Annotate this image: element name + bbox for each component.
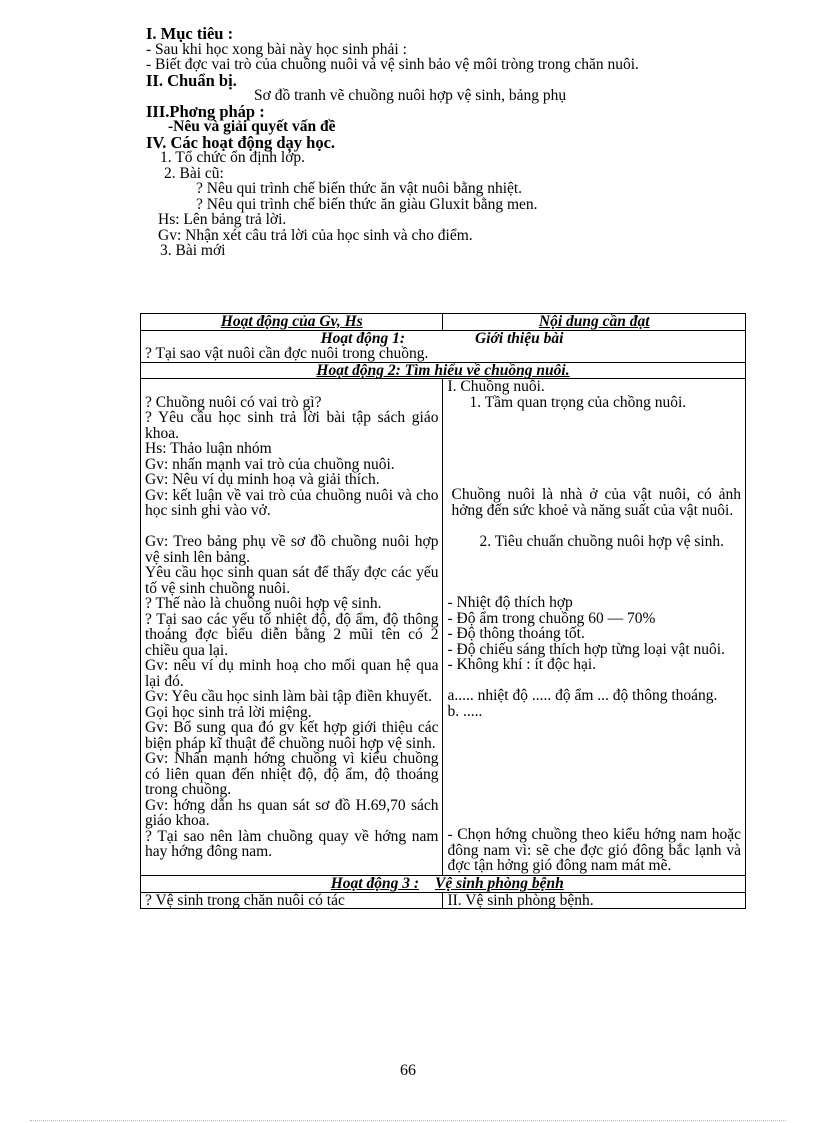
activity-line: 3. Bài mới	[160, 242, 226, 259]
page-number: 66	[400, 1062, 416, 1079]
section-preparation-heading: II. Chuẩn bị.	[146, 70, 237, 90]
list-item: Gv: hớng dẫn hs quan sát sơ đồ H.69,70 sách giáo khoa.	[145, 796, 439, 829]
list-item: ? Thế nào là chuồng nuôi hợp vệ sinh.	[145, 595, 382, 612]
list-item: I. Chuồng nuôi.	[447, 378, 545, 395]
list-item: Gv: Nhấn mạnh hớng chuồng vì kiểu chuồng có liên quan đến nhiệt độ, độ ẩm, độ thoáng trong chuồng.	[145, 750, 439, 798]
activity-2-heading-row	[141, 362, 746, 379]
list-item: - Chọn hớng chuồng theo kiểu hớng nam hoặc đông nam vì: sẽ che đợc gió đông bắc lạnh và đợc tận hởng gió đông nam mát mẽ.	[447, 826, 741, 874]
lesson-header	[146, 26, 746, 259]
list-item: Yêu cầu học sinh quan sát để thấy đợc các yếu tố vệ sinh chuồng nuôi.	[145, 564, 439, 597]
list-item: b. .....	[447, 702, 483, 720]
activity-line: ? Nêu qui trình chế biến thức ăn giàu Gluxit bằng men.	[196, 195, 538, 213]
activity-3-label: Hoạt động 3 :	[330, 875, 419, 892]
objective-line: - Sau khi học xong bài này học sinh phải :	[146, 40, 407, 58]
method-line: -Nêu và giải quyết vấn đề	[168, 118, 336, 135]
activity-1-row	[141, 330, 746, 362]
list-item: - Độ thông thoáng tốt.	[447, 625, 585, 642]
section-objectives-heading: I. Mục tiêu :	[146, 24, 234, 43]
activity-line: Gv: Nhận xét câu trả lời của học sinh và cho điểm.	[158, 226, 473, 244]
activity-3-heading-row	[141, 876, 746, 893]
table-header-row	[141, 314, 746, 331]
list-item: ? Yêu cầu học sinh trả lời bài tập sách giáo khoa.	[145, 409, 439, 442]
section-method-heading: III.Phơng pháp :	[146, 101, 265, 121]
list-item: 1. Tầm quan trọng của chồng nuôi.	[469, 393, 687, 411]
activity-line: 2. Bài cũ:	[164, 164, 224, 182]
lesson-table	[140, 313, 746, 909]
list-item: - Không khí : ít độc hại.	[447, 656, 597, 673]
activity-1-title: Giới thiệu bài	[475, 329, 564, 347]
objective-line: - Biết đợc vai trò của chuồng nuôi và vệ sinh bảo vệ môi tròng trong chăn nuôi.	[146, 56, 639, 73]
list-item: Gv: nêu ví dụ minh hoạ cho mối quan hệ qua lại đó.	[145, 657, 439, 690]
list-item: a..... nhiệt độ ..... độ ẩm ... độ thông thoáng.	[447, 687, 718, 704]
activity-1-question: ? Tại sao vật nuôi cần đợc nuôi trong chuồng.	[145, 345, 429, 362]
activity-3-title: Vệ sinh phòng bệnh	[435, 875, 564, 892]
col-header-content: Nội dung cần đạt	[443, 314, 746, 331]
list-item: - Độ ẩm trong chuồng 60 — 70%	[447, 609, 656, 627]
list-item: Gọi học sinh trả lời miệng.	[145, 703, 312, 721]
activity-line: 1. Tổ chức ổn định lớp.	[160, 149, 306, 166]
list-item: ? Tại sao nên làm chuồng quay về hớng nam hay hớng đông nam.	[145, 827, 439, 860]
list-item: Chuồng nuôi là nhà ở của vật nuôi, có ảnh hởng đến sức khoẻ và năng suất của vật nuôi.	[451, 486, 741, 519]
list-item: Gv: Nêu ví dụ minh hoạ và giải thích.	[145, 471, 380, 488]
preparation-line: Sơ đồ tranh vẽ chuồng nuôi hợp vệ sinh, bảng phụ	[254, 87, 567, 104]
list-item: - Nhiệt độ thích hợp	[447, 594, 573, 611]
list-item: Gv: Treo bảng phụ về sơ đồ chuồng nuôi hợp vệ sinh lên bảng.	[145, 533, 439, 566]
list-item: Gv: Bổ sung qua đó gv kết hợp giới thiệu các biện pháp kĩ thuật để chuồng nuôi hợp vệ sinh.	[145, 719, 439, 752]
list-item: 2. Tiêu chuẩn chuồng nuôi hợp vệ sinh.	[479, 532, 725, 550]
list-item: ? Tại sao các yếu tố nhiệt độ, độ ẩm, độ thông thoáng đợc biểu diễn bằng 2 mũi tên có 2 chiều qua lại.	[145, 610, 439, 659]
activity-1-label: Hoạt động 1:	[320, 329, 405, 347]
page-bottom-divider	[30, 1120, 786, 1121]
list-item: ? Chuồng nuôi có vai trò gì?	[145, 393, 322, 411]
activity-3-body-row	[141, 892, 746, 909]
list-item: Gv: nhấn mạnh vai trò của chuồng nuôi.	[145, 455, 395, 473]
activity-2-body-row	[141, 379, 746, 876]
teacher-student-column: ? Vệ sinh trong chăn nuôi có tác	[141, 892, 443, 909]
list-item: Gv: Yêu cầu học sinh làm bài tập điền khuyết.	[145, 688, 432, 705]
list-item: Gv: kết luận về vai trò của chuồng nuôi và cho học sinh ghi vào vở.	[145, 486, 439, 519]
activity-line: Hs: Lên bảng trả lời.	[158, 211, 287, 228]
activity-line: ? Nêu qui trình chế biến thức ăn vật nuôi bằng nhiệt.	[196, 180, 523, 197]
teacher-student-column	[141, 379, 443, 876]
activity-3-heading	[141, 876, 745, 892]
col-header-teacher-student: Hoạt động của Gv, Hs	[141, 314, 443, 331]
content-column	[443, 379, 746, 876]
list-item: - Độ chiếu sáng thích hợp từng loại vật nuôi.	[447, 640, 725, 658]
list-item: Hs: Thảo luận nhóm	[145, 440, 272, 457]
activity-2-heading: Hoạt động 2: Tìm hiểu về chuồng nuôi.	[141, 362, 746, 379]
content-column: II. Vệ sinh phòng bệnh.	[443, 892, 746, 909]
section-activities-heading: IV. Các hoạt động dạy học.	[146, 132, 336, 152]
activity-1-heading	[145, 331, 741, 347]
